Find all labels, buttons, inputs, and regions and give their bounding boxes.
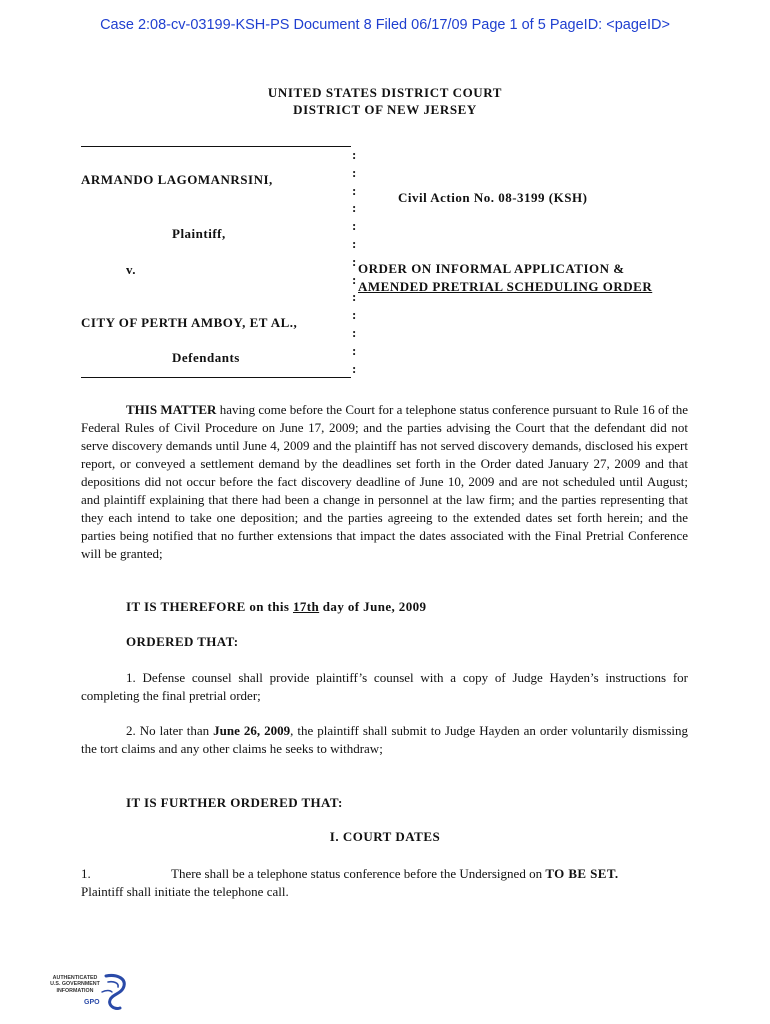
court-date-to-be-set: TO BE SET. (545, 866, 619, 881)
section-heading-court-dates: I. COURT DATES (329, 829, 441, 844)
caption-bottom-rule (81, 377, 351, 378)
order-item-2 (81, 722, 688, 758)
gpo-authenticated-logo (44, 972, 134, 1016)
court-date-item-num: 1. (81, 866, 91, 881)
court-date-item-1 (81, 865, 688, 901)
caption-colon: : (352, 342, 357, 358)
ordered-that-text: ORDERED THAT: (126, 634, 239, 649)
therefore-month: day of June, 2009 (319, 599, 427, 614)
caption-top-rule (81, 146, 351, 147)
court-heading (0, 84, 770, 118)
court-date-item-text-2: Plaintiff shall initiate the telephone call. (81, 884, 289, 899)
defendant-role: Defendants (172, 350, 240, 365)
further-ordered-text: IT IS FURTHER ORDERED THAT: (126, 795, 343, 810)
therefore-text: IT IS THEREFORE on this (126, 599, 293, 614)
order-title-line-1: ORDER ON INFORMAL APPLICATION & (358, 261, 625, 276)
civil-action-number: Civil Action No. 08-3199 (KSH) (398, 190, 588, 205)
order-item-1 (81, 669, 688, 705)
caption-colon: : (352, 200, 357, 216)
intro-lead: THIS MATTER (126, 402, 217, 417)
caption-colon: : (352, 218, 357, 234)
caption-colon: : (352, 289, 357, 305)
eagle-icon (44, 972, 134, 1016)
order-item-2-lead: 2. No later than (126, 723, 214, 738)
plaintiff-name: ARMANDO LAGOMANRSINI, (81, 172, 273, 187)
caption-colon: : (352, 360, 357, 376)
caption-colon: : (352, 147, 357, 162)
caption-colon: : (352, 164, 357, 180)
caption-colon: : (352, 271, 357, 287)
defendant-name: CITY OF PERTH AMBOY, ET AL., (81, 315, 298, 330)
court-date-item-text: There shall be a telephone status conference before the Undersigned on (171, 866, 546, 881)
caption-colon-column (352, 146, 356, 377)
intro-text: having come before the Court for a telephone status conference pursuant to Rule 16 of the Federal Rules of Civil Procedure on June 17, 2009; and the parties advising the Court that the defendant did not serve discovery demands until June 4, 2009 and the plaintiff has not served discovery demands, disclosed his expert report, or conveyed a settlement demand by the deadlines set forth in the Order dated January 27, 2009 and that depositions did not occur before the fact discovery deadline of June 10, 2009 and are not scheduled until August; and plaintiff explaining that there had been a change in personnel at the law firm; and the parties representing that they each intend to take one deposition; and the parties agreeing to the extended dates set forth herein; and the parties being notified that no further extensions that impact the dates associated with the Final Pretrial Conference will be granted; (81, 402, 689, 561)
order-item-1-text: 1. Defense counsel shall provide plaintiff’s counsel with a copy of Judge Hayden’s instructions for completing the final pretrial order; (81, 670, 688, 703)
order-title-line-2: AMENDED PRETRIAL SCHEDULING ORDER (358, 279, 653, 294)
court-name: UNITED STATES DISTRICT COURT (267, 85, 503, 100)
caption-colon: : (352, 182, 357, 198)
order-item-2-text: , the plaintiff shall submit to Judge Hayden an order voluntarily dismissing the tort claims and any other claims he seeks to withdraw; (81, 723, 689, 756)
gpo-logo-line: U.S. GOVERNMENT (50, 981, 100, 988)
caption-colon: : (352, 253, 357, 269)
caption-colon: : (352, 307, 357, 323)
gpo-logo-line: INFORMATION (56, 987, 94, 994)
intro-paragraph (81, 401, 688, 563)
caption-colon: : (352, 235, 357, 251)
versus: v. (126, 262, 137, 277)
further-ordered-heading (81, 794, 688, 812)
gpo-label: GPO (84, 999, 100, 1006)
ecf-header-stamp: Case 2:08-cv-03199-KSH-PS Document 8 Filed 06/17/09 Page 1 of 5 PageID: <pageID> (100, 17, 670, 33)
caption-colon: : (352, 324, 357, 340)
ordered-that-heading (81, 633, 688, 651)
plaintiff-role: Plaintiff, (172, 226, 226, 241)
order-item-2-date: June 26, 2009 (213, 723, 291, 738)
therefore-day: 17th (292, 599, 320, 614)
court-district: DISTRICT OF NEW JERSEY (293, 102, 477, 117)
gpo-logo-line: AUTHENTICATED (52, 975, 98, 981)
therefore-line (81, 598, 688, 616)
